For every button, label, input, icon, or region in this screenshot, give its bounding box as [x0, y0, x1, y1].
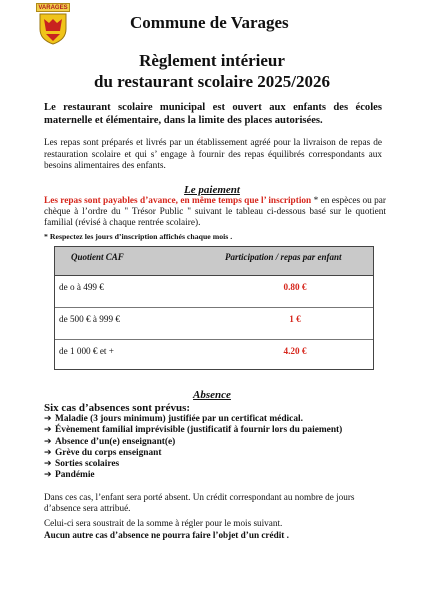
meals-paragraph: Les repas sont préparés et livrés par un établissement agréé pour la livraison de repas de restauration scolaire et qui s’ engage à fournir des repas équilibrés correspondants aux besoins alimentaires des enfants.	[44, 138, 382, 171]
intro-paragraph: Le restaurant scolaire municipal est ouvert aux enfants des écoles maternelle et élémentaire, dans la limite des places autorisées.	[44, 102, 382, 126]
payment-details: en espèces ou par chèque à l’ordre du " Trésor Public " suivant le tableau ci-dessous basé sur le quotient familial (révisé à chaque rentrée scolaire).	[44, 196, 386, 229]
absence-case: Absence d’un(e) enseignant(e)	[55, 436, 176, 447]
list-item	[44, 470, 342, 481]
list-item	[44, 414, 342, 425]
arrow-right-icon: ➔	[44, 414, 52, 424]
list-item	[44, 448, 342, 459]
participation-cell: 4.20 €	[283, 346, 307, 356]
commune-name: Commune de Varages	[130, 13, 289, 32]
absence-case: Évènement familial imprévisible (justificatif à fournir lors du paiement)	[55, 425, 343, 436]
absence-no-other-case-line: Aucun autre cas d’absence ne pourra faire l’objet d’un crédit .	[44, 530, 289, 540]
absence-deduction-line: Celui-ci sera soustrait de la somme à régler pour le mois suivant.	[44, 518, 283, 528]
absence-intro: Six cas d’absences sont prévus:	[44, 402, 191, 414]
payment-star: *	[311, 196, 319, 206]
price-table	[54, 246, 374, 370]
quotient-cell: de 1 000 € et +	[59, 346, 114, 356]
payment-advance-notice: Les repas sont payables d’avance, en même temps que l’ inscription	[44, 196, 312, 206]
absence-case: Sorties scolaires	[55, 459, 120, 470]
arrow-right-icon: ➔	[44, 470, 52, 481]
shield-icon	[39, 13, 67, 45]
arrow-right-icon: ➔	[44, 459, 52, 470]
logo-banner: VARAGES	[36, 3, 70, 12]
document-title-line2: du restaurant scolaire 2025/2026	[94, 72, 330, 91]
absence-cases-list	[44, 414, 342, 482]
participation-cell: 0.80 €	[283, 282, 307, 292]
absence-case: Grève du corps enseignant	[55, 447, 162, 458]
column-header-quotient: Quotient CAF	[71, 252, 124, 262]
quotient-cell: de 500 € à 999 €	[59, 314, 120, 324]
document-title-line1: Règlement intérieur	[139, 51, 285, 70]
arrow-right-icon: ➔	[44, 425, 52, 436]
registration-note: * Respectez les jours d’inscription affichés chaque mois .	[44, 232, 233, 241]
quotient-cell: de o à 499 €	[59, 282, 104, 292]
participation-cell: 1 €	[289, 314, 301, 324]
absence-section-title: Absence	[193, 389, 231, 401]
payment-paragraph	[44, 196, 386, 230]
varages-coat-of-arms-logo	[36, 3, 70, 47]
arrow-right-icon: ➔	[44, 436, 52, 447]
list-item	[44, 459, 342, 470]
list-item	[44, 437, 342, 448]
column-header-participation: Participation / repas par enfant	[225, 252, 342, 262]
absence-case: Maladie (3 jours minimum) justifiée par un certificat médical.	[55, 414, 303, 424]
payment-section-title: Le paiement	[184, 184, 240, 196]
table-row	[55, 276, 373, 308]
absence-case: Pandémie	[55, 470, 95, 481]
list-item	[44, 425, 342, 436]
table-row	[55, 340, 373, 369]
table-row	[55, 308, 373, 340]
table-header-row	[55, 247, 373, 276]
absence-credit-paragraph: Dans ces cas, l’enfant sera porté absent. Un crédit correspondant au nombre de jours d’absence sera attribué.	[44, 492, 355, 514]
arrow-right-icon: ➔	[44, 447, 52, 458]
